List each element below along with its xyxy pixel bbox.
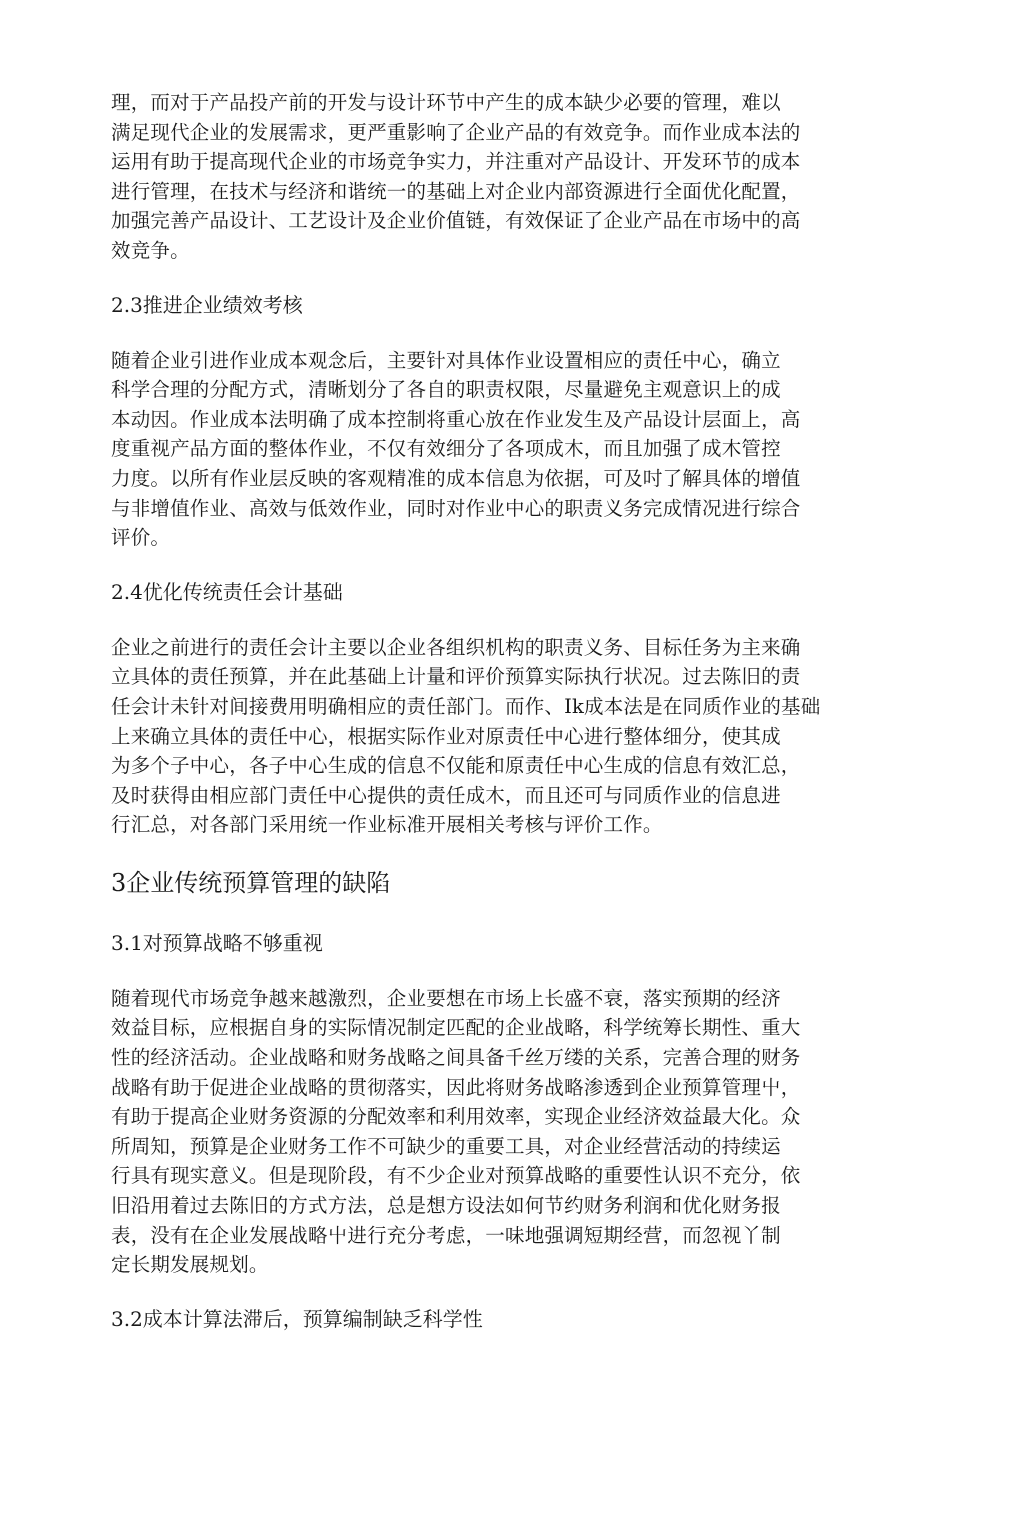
- text-line: 及时获得由相应部门责任中心提供的责任成木，而且还可与同质作业的信息进: [111, 783, 781, 807]
- document-body: [111, 88, 871, 1334]
- text-line: 上来确立具体的责任中心，根据实际作业对原责任中心进行整体细分，使其成: [111, 724, 781, 748]
- text-line: 力度。以所有作业层反映的客观精准的成本信息为依据，可及吋了解具体的增值: [111, 466, 801, 490]
- text-line: 定长期发展规划。: [111, 1253, 269, 1277]
- text-line: 本动因。作业成本法明确了成本控制将重心放在作业发生及产品设计层面上，高: [111, 407, 801, 431]
- section-heading-3: 3企业传统预算管理的缺陷: [111, 868, 391, 897]
- section-heading-2-4: 2.4优化传统责任会计基础: [111, 579, 343, 604]
- text-line: 随着企业引进作业成本观念后，主要针对具体作业设置相应的责任中心，确立: [111, 348, 781, 372]
- text-line: 评价。: [111, 526, 171, 550]
- text-line: 旧沿用着过去陈旧的方式方法，总是想方设法如何节约财务利润和优化财务报: [111, 1194, 781, 1218]
- text-line: 所周知，预算是企业财务工作不可缺少的重要工具，对企业经营活动的持续运: [111, 1134, 781, 1158]
- text-line: 效益目标，应根据自身的实际情况制定匹配的企业战略，科学统筹长期性、重大: [111, 1016, 801, 1040]
- text-line: 效竞争。: [111, 238, 190, 262]
- text-line: 科学合理的分配方式，清晰划分了各自的职责权限，尽量避免主观意识上的成: [111, 378, 781, 402]
- text-line: 性的经济活动。企业战略和财务战略之间具备千丝万缕的关系，完善合理的财务: [111, 1046, 801, 1070]
- text-line: 行具有现实意义。但是现阶段，有不少企业对预算战略的重要性认识不充分，依: [111, 1164, 801, 1188]
- text-line: 有助于提高企业财务资源的分配效率和利用效率，实现企业经济效益最大化。众: [111, 1105, 801, 1129]
- paragraph-performance-assessment: [111, 346, 871, 553]
- text-line: 行汇总，对各部门采用统一作业标准开展相关考核与评价工作。: [111, 813, 663, 837]
- text-line: 战略有助于促进企业战略的贯彻落实，因此将财务战略渗透到企业预算管理屮，: [111, 1075, 801, 1099]
- text-line: 随着现代市场竞争越来越激烈，企业要想在市场上长盛不衰，落实预期的经济: [111, 986, 781, 1010]
- text-line: 立具体的责任预算，并在此基础上计量和评价预算实际执行状况。过去陈旧的责: [111, 665, 801, 689]
- text-line: 满足现代企业的发展需求，更严重影响了企业产品的有效竞争。而作业成本法的: [111, 120, 801, 144]
- text-line: 为多个子中心，各子中心生成的信息不仅能和原责任中心生成的信息有效汇总，: [111, 754, 801, 778]
- text-line: 度重视产品方面的整体作业，不仅有效细分了各项成木，而且加强了成木管控: [111, 437, 781, 461]
- text-line: 理，而对于产品投产前的开发与设计环节中产生的成本缺少必要的管理，难以: [111, 91, 781, 114]
- paragraph-product-design-cost: [111, 88, 871, 266]
- text-line: 进行管理，在技术与经济和谐统一的基础上对企业内部资源进行全面优化配置，: [111, 179, 801, 203]
- text-line: 任会计未针对间接费用明确相应的责任部门。而作、Ik成本法是在同质作业的基础: [111, 694, 821, 718]
- paragraph-responsibility-accounting: [111, 633, 871, 840]
- text-line: 加强完善产品设计、工艺设计及企业价值链，有效保证了企业产品在市场中的高: [111, 209, 801, 233]
- text-line: 与非增值作业、高效与低效作业，同时对作业中心的职责义务完成情况进行综合: [111, 496, 801, 520]
- section-heading-3-1: 3.1对预算战略不够重视: [111, 930, 323, 955]
- text-line: 运用有助于提高现代企业的市场竞争实力，并注重对产品设计、开发环节的成本: [111, 150, 801, 174]
- section-heading-2-3: 2.3推进企业绩效考核: [111, 292, 303, 317]
- text-line: 企业之前进行的责任会计主要以企业各组织机构的职责义务、目标任务为主来确: [111, 635, 801, 659]
- paragraph-budget-strategy: [111, 984, 871, 1280]
- section-heading-3-2: 3.2成本计算法滞后，预算编制缺乏科学性: [111, 1306, 483, 1331]
- text-line: 表，没有在企业发展战略屮进行充分考虑，一味地强调短期经营，而忽视丫制: [111, 1223, 781, 1247]
